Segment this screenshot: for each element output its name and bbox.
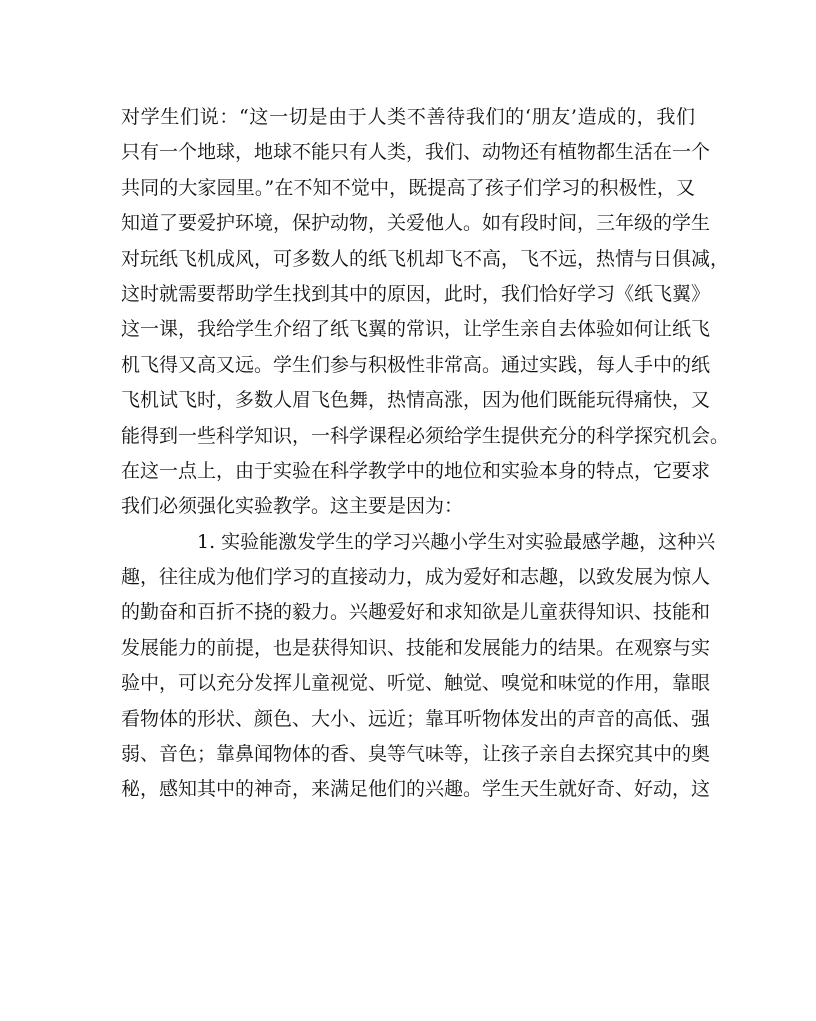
text-line: 我们必须强化实验教学。这主要是因为：	[121, 495, 464, 518]
text-line: 知道了要爱护环境，保护动物，关爱他人。如有段时间，三年级的学生	[121, 212, 711, 235]
paragraph	[121, 525, 716, 808]
text-line: 只有一个地球，地球不能只有人类，我们、动物还有植物都生活在一个	[121, 141, 711, 164]
text-line: 共同的大家园里。”在不知不觉中，既提高了孩子们学习的积极性，又	[121, 176, 695, 199]
text-line: 能得到一些科学知识，一科学课程必须给学生提供充分的科学探究机会。	[121, 424, 730, 447]
text-line: 看物体的形状、颜色、大小、远近；靠耳听物体发出的声音的高低、强	[121, 707, 711, 730]
text-line: 验中，可以充分发挥儿童视觉、听觉、触觉、嗅觉和味觉的作用，靠眼	[121, 672, 711, 695]
text-line: 1. 实验能激发学生的学习兴趣小学生对实验最感学趣，这种兴	[197, 530, 716, 553]
text-line: 飞机试飞时，多数人眉飞色舞，热情高涨，因为他们既能玩得痛快，又	[121, 389, 711, 412]
text-line: 在这一点上，由于实验在科学教学中的地位和实验本身的特点，它要求	[121, 459, 711, 482]
text-line: 对学生们说：“这一切是由于人类不善待我们的‘朋友’造成的，我们	[121, 106, 695, 128]
text-line: 机飞得又高又远。学生们参与积极性非常高。通过实践，每人手中的纸	[121, 353, 711, 376]
paragraph	[121, 100, 730, 525]
text-line: 趣，往往成为他们学习的直接动力，成为爱好和志趣，以致发展为惊人	[121, 566, 711, 589]
text-line: 秘，感知其中的神奇，来满足他们的兴趣。学生天生就好奇、好动，这	[121, 778, 711, 801]
text-line: 这一课，我给学生介绍了纸飞翼的常识，让学生亲自去体验如何让纸飞	[121, 318, 711, 341]
text-line: 弱、音色；靠鼻闻物体的香、臭等气味等，让孩子亲自去探究其中的奥	[121, 743, 711, 766]
text-line: 这时就需要帮助学生找到其中的原因，此时，我们恰好学习《纸飞翼》	[121, 282, 711, 305]
text-line: 的勤奋和百折不挠的毅力。兴趣爱好和求知欲是儿童获得知识、技能和	[121, 601, 711, 624]
text-line: 发展能力的前提，也是获得知识、技能和发展能力的结果。在观察与实	[121, 636, 711, 659]
text-line: 对玩纸飞机成风，可多数人的纸飞机却飞不高，飞不远，热情与日俱减，	[121, 247, 730, 270]
document-body	[121, 100, 730, 808]
